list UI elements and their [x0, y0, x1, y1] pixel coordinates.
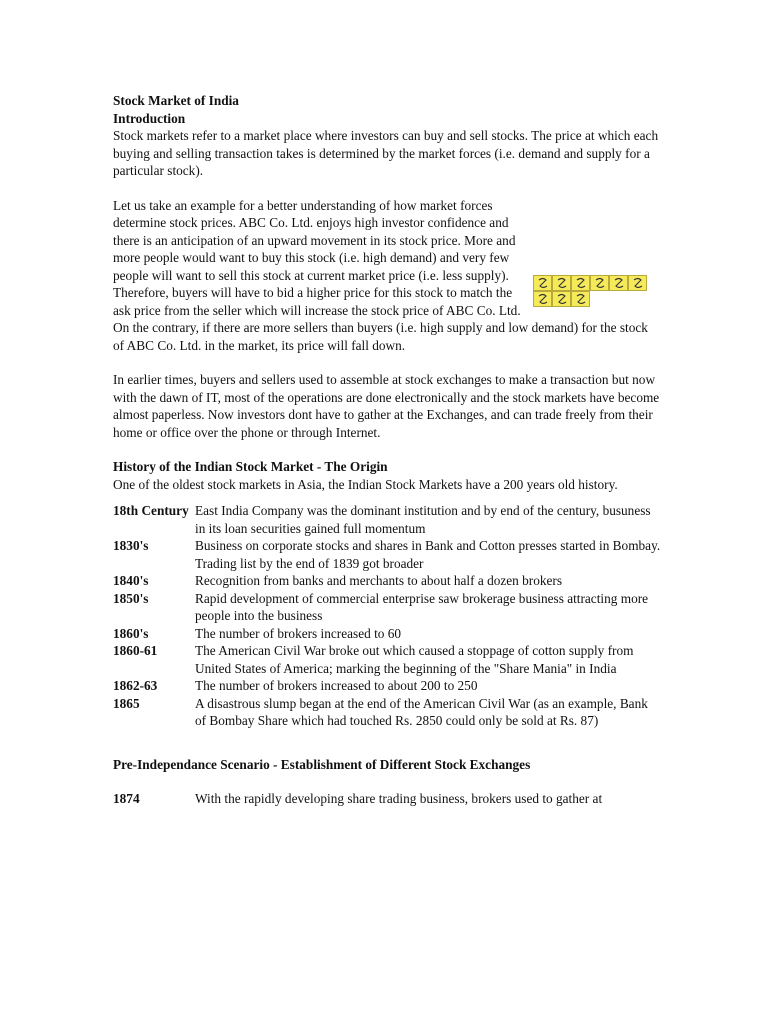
- timeline-desc: Rapid development of commercial enterprise saw brokerage business attracting more people into the business: [195, 590, 649, 623]
- timeline-row: [113, 790, 661, 808]
- document-title: Stock Market of India: [113, 93, 239, 108]
- timeline-desc: The number of brokers increased to 60: [195, 625, 402, 641]
- timeline-row: [113, 677, 661, 695]
- timeline-year: 1860's: [113, 625, 149, 641]
- timeline-desc: A disastrous slump began at the end of the American Civil War (as an example, Bank of Bombay Share which had touched Rs. 2850 could only be sold at Rs. 87): [195, 695, 648, 728]
- stock-glyph-icon: [552, 291, 571, 307]
- stock-icons-image: [533, 275, 651, 309]
- timeline-year: 1830's: [113, 538, 149, 553]
- intro-paragraph-3: In earlier times, buyers and sellers used to assemble at stock exchanges to make a transaction but now with the dawn of IT, most of the operations are done electronically and the stock markets have become almost paperless. Now investors dont have to gather at the Exchanges, and can trade freely from their home or office over the phone or through Internet.: [113, 372, 660, 440]
- timeline-row: [113, 695, 661, 730]
- intro-paragraph-2: Let us take an example for a better understanding of how market forces determine stock prices. ABC Co. Ltd. enjoys high investor confidence and there is an anticipation of an upward movement in its stock price. More and more people would want to buy this stock (i.e. high demand) and very few people will want to sell this stock at current market price (i.e. less supply). Therefore, buyers will have to bid a higher price for this stock to match the ask price from the seller which will increase the stock price of ABC Co. Ltd. On the contrary, if there are more sellers than buyers (i.e. high supply and low demand) for the stock of ABC Co. Ltd. in the market, its price will fall down.: [113, 197, 648, 353]
- intro-paragraph-1: Stock markets refer to a market place where investors can buy and sell stocks. The price at which each buying and selling transaction takes is determined by the market forces (i.e. demand and supply for a particular stock).: [113, 128, 659, 178]
- history-timeline: [113, 502, 661, 730]
- stock-glyph-icon: [590, 275, 609, 291]
- empty-cell: [590, 291, 609, 307]
- history-heading: History of the Indian Stock Market - The Origin: [113, 459, 388, 474]
- timeline-desc: East India Company was the dominant institution and by end of the century, busuness in its loan securities gained full momentum: [195, 503, 651, 536]
- timeline-row: [113, 590, 661, 625]
- stock-glyph-icon: [533, 291, 552, 307]
- stock-glyph-icon: [571, 291, 590, 307]
- history-paragraph: One of the oldest stock markets in Asia, the Indian Stock Markets have a 200 years old history.: [113, 476, 618, 492]
- intro-paragraph-2-block: [113, 197, 661, 355]
- timeline-year: 18th Century: [113, 503, 189, 518]
- timeline-desc: Recognition from banks and merchants to about half a dozen brokers: [195, 573, 563, 588]
- timeline-desc: With the rapidly developing share trading business, brokers used to gather at: [195, 791, 603, 806]
- timeline-year: 1860-61: [113, 643, 158, 658]
- timeline-year: 1862-63: [113, 678, 158, 693]
- timeline-row: [113, 625, 661, 643]
- pre-independence-heading: Pre-Independance Scenario - Establishment of Different Stock Exchanges: [113, 756, 531, 772]
- document-page: [113, 92, 661, 808]
- intro-heading: Introduction: [113, 110, 186, 126]
- timeline-row: [113, 537, 661, 572]
- empty-cell: [628, 291, 647, 307]
- stock-glyph-icon: [609, 275, 628, 291]
- timeline-row: [113, 572, 661, 590]
- timeline-row: [113, 642, 661, 677]
- timeline-row: [113, 502, 661, 537]
- timeline-year: 1850's: [113, 590, 149, 606]
- stock-glyph-icon: [571, 275, 590, 291]
- stock-glyph-icon: [533, 275, 552, 291]
- empty-cell: [609, 291, 628, 307]
- stock-glyph-icon: [552, 275, 571, 291]
- timeline-year: 1874: [113, 791, 140, 806]
- timeline-desc: The number of brokers increased to about 200 to 250: [195, 678, 478, 693]
- timeline-year: 1840's: [113, 573, 149, 588]
- pre-independence-timeline: [113, 790, 661, 808]
- stock-glyph-icon: [628, 275, 647, 291]
- timeline-desc: The American Civil War broke out which caused a stoppage of cotton supply from United States of America; marking the beginning of the "Share Mania" in India: [195, 643, 634, 676]
- timeline-desc: Business on corporate stocks and shares in Bank and Cotton presses started in Bombay. Trading list by the end of 1839 got broader: [195, 538, 661, 571]
- timeline-year: 1865: [113, 695, 140, 711]
